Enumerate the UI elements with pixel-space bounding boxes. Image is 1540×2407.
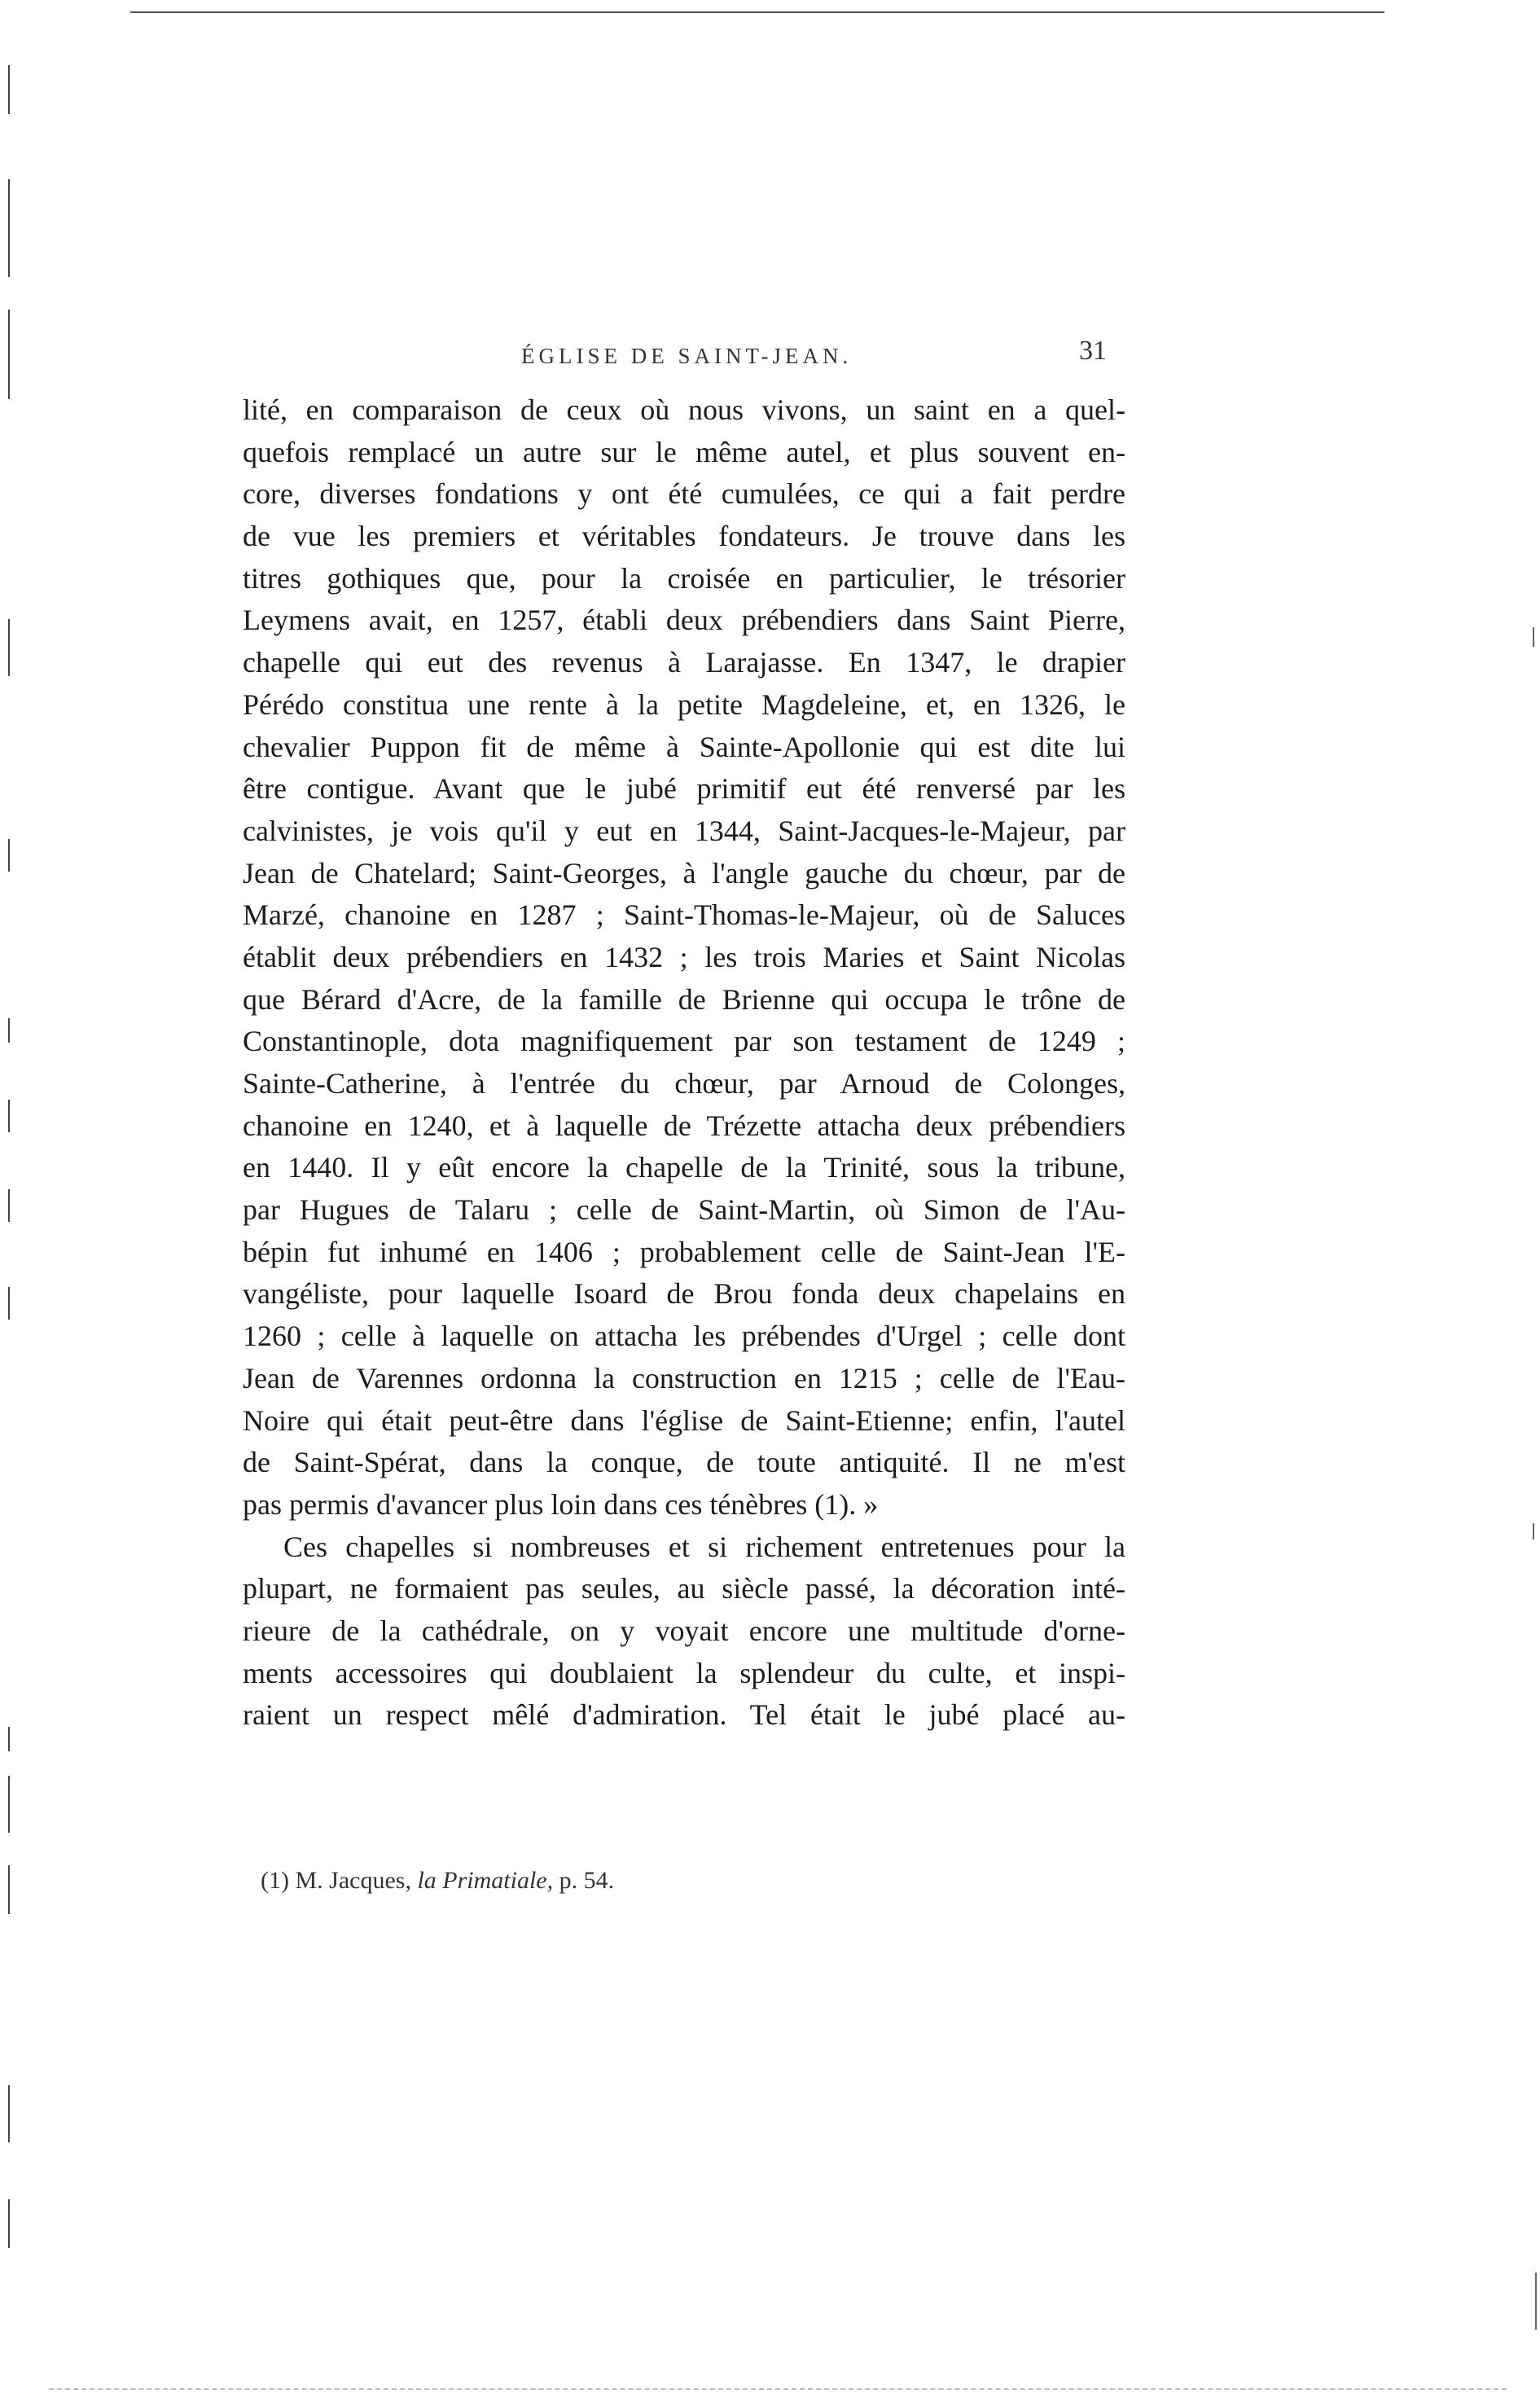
- left-edge-mark: [8, 2199, 10, 2248]
- text-line: par Hugues de Talaru ; celle de Saint-Martin, où Simon de l'Au-: [243, 1193, 1125, 1227]
- paragraph-end-line: pas permis d'avancer plus loin dans ces ténèbres (1). »: [243, 1487, 879, 1521]
- text-line: de Saint-Spérat, dans la conque, de toute antiquité. Il ne m'est: [243, 1446, 1125, 1479]
- running-title: ÉGLISE DE SAINT-JEAN.: [521, 344, 853, 368]
- text-line: raient un respect mêlé d'admiration. Tel était le jubé placé au-: [243, 1698, 1125, 1732]
- left-edge-mark: [8, 1287, 10, 1320]
- text-line: que Bérard d'Acre, de la famille de Brienne qui occupa le trône de: [243, 982, 1125, 1016]
- right-edge-mark: [1533, 1523, 1534, 1540]
- text-line: lité, en comparaison de ceux où nous vivons, un saint en a quel-: [243, 393, 1125, 426]
- right-edge-mark: [1533, 627, 1534, 647]
- paragraph-start-line: Ces chapelles si nombreuses et si richement entretenues pour la: [283, 1530, 1125, 1563]
- body-text: [243, 389, 1125, 1737]
- text-line: de vue les premiers et véritables fondateurs. Je trouve dans les: [243, 520, 1125, 553]
- left-edge-mark: [8, 1100, 10, 1132]
- left-edge-mark: [8, 2085, 10, 2142]
- text-line: 1260 ; celle à laquelle on attacha les prébendes d'Urgel ; celle dont: [243, 1320, 1125, 1353]
- footnote: [261, 1867, 614, 1895]
- left-edge-mark: [8, 65, 10, 114]
- text-line: Noire qui était peut-être dans l'église de Saint-Etienne; enfin, l'autel: [243, 1403, 1125, 1437]
- text-line: Sainte-Catherine, à l'entrée du chœur, par Arnoud de Colonges,: [243, 1067, 1125, 1100]
- text-line: Constantinople, dota magnifiquement par son testament de 1249 ;: [243, 1025, 1125, 1058]
- text-line: quefois remplacé un autre sur le même autel, et plus souvent en-: [243, 435, 1125, 468]
- text-line: Marzé, chanoine en 1287 ; Saint-Thomas-le-Majeur, où de Saluces: [243, 898, 1125, 932]
- text-line: titres gothiques que, pour la croisée en particulier, le trésorier: [243, 561, 1125, 595]
- footnote-title: la Primatiale,: [417, 1867, 554, 1894]
- running-head: [0, 336, 1540, 384]
- left-edge-mark: [8, 1189, 10, 1222]
- text-line: être contigue. Avant que le jubé primitif eut été renversé par les: [243, 772, 1125, 806]
- text-line: rieure de la cathédrale, on y voyait encore une multitude d'orne-: [243, 1614, 1125, 1647]
- bottom-scan-strip: [49, 2388, 1507, 2390]
- left-edge-mark: [8, 179, 10, 277]
- text-line: Leymens avait, en 1257, établi deux prébendiers dans Saint Pierre,: [243, 604, 1125, 637]
- page-number: 31: [1079, 336, 1107, 366]
- text-line: vangéliste, pour laquelle Isoard de Brou fonda deux chapelains en: [243, 1277, 1125, 1311]
- text-line: bépin fut inhumé en 1406 ; probablement celle de Saint-Jean l'E-: [243, 1235, 1125, 1268]
- text-line: ments accessoires qui doublaient la splendeur du culte, et inspi-: [243, 1656, 1125, 1689]
- left-edge-mark: [8, 839, 10, 872]
- text-line: en 1440. Il y eût encore la chapelle de la Trinité, sous la tribune,: [243, 1151, 1125, 1184]
- text-line: chapelle qui eut des revenus à Larajasse. En 1347, le drapier: [243, 646, 1125, 679]
- text-line: Jean de Chatelard; Saint-Georges, à l'angle gauche du chœur, par de: [243, 856, 1125, 889]
- left-edge-mark: [8, 1727, 10, 1751]
- left-edge-mark: [8, 1776, 10, 1833]
- text-line: calvinistes, je vois qu'il y eut en 1344, Saint-Jacques-le-Majeur, par: [243, 814, 1125, 847]
- right-edge-mark: [1535, 2273, 1537, 2330]
- left-edge-mark: [8, 1018, 10, 1043]
- footnote-page: p. 54.: [559, 1867, 615, 1894]
- top-scan-rule: [130, 11, 1384, 13]
- footnote-author: M. Jacques,: [295, 1867, 411, 1894]
- left-edge-mark: [8, 1865, 10, 1914]
- footnote-marker: (1): [261, 1867, 289, 1894]
- text-line: chevalier Puppon fit de même à Sainte-Apollonie qui est dite lui: [243, 730, 1125, 763]
- text-line: chanoine en 1240, et à laquelle de Trézette attacha deux prébendiers: [243, 1109, 1125, 1142]
- text-line: plupart, ne formaient pas seules, au siècle passé, la décoration inté-: [243, 1572, 1125, 1605]
- text-line: core, diverses fondations y ont été cumulées, ce qui a fait perdre: [243, 477, 1125, 511]
- left-edge-mark: [8, 619, 10, 676]
- text-line: établit deux prébendiers en 1432 ; les trois Maries et Saint Nicolas: [243, 940, 1125, 973]
- text-line: Jean de Varennes ordonna la construction en 1215 ; celle de l'Eau-: [243, 1361, 1125, 1395]
- text-line: Pérédo constitua une rente à la petite Magdeleine, et, en 1326, le: [243, 687, 1125, 721]
